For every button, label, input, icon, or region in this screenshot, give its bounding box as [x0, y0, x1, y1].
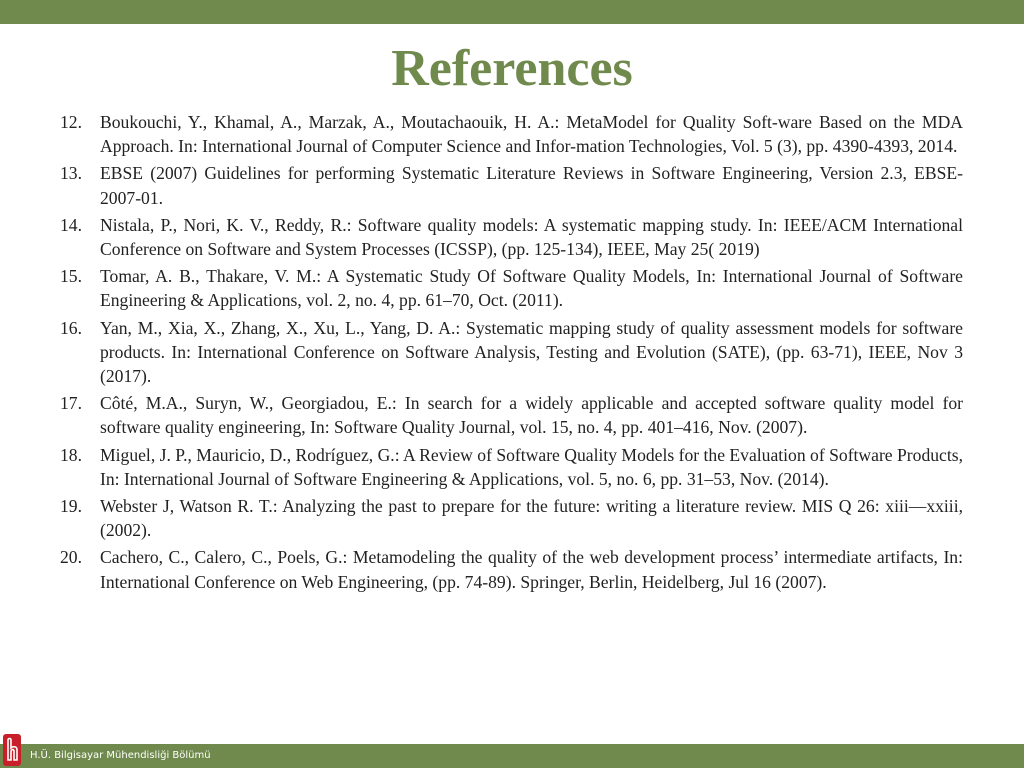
- reference-item: [56, 213, 963, 261]
- reference-text: Boukouchi, Y., Khamal, A., Marzak, A., Moutachaouik, H. A.: MetaModel for Quality Soft-ware Based on the MDA Approach. In: International Journal of Computer Science and Infor-mation Technologies, Vol. 5 (3), pp. 4390-4393, 2014.: [100, 112, 963, 157]
- reference-item: [56, 264, 963, 312]
- reference-number: 13.: [60, 163, 82, 184]
- reference-text: Nistala, P., Nori, K. V., Reddy, R.: Software quality models: A systematic mapping study. In: IEEE/ACM International Conference on Software and System Processes (ICSSP), (pp. 125-134), IEEE, May 25( 2019): [100, 214, 963, 260]
- reference-number: 16.: [60, 317, 82, 338]
- reference-text: Cachero, C., Calero, C., Poels, G.: Metamodeling the quality of the web development process’ intermediate artifacts, In: International Conference on Web Engineering, (pp. 74-89). Springer, Berlin, Heidelberg, Jul 16 (2007).: [100, 547, 963, 592]
- top-accent-bar: [0, 0, 1024, 24]
- reference-item: [56, 494, 963, 542]
- footer-department-text: H.Ü. Bilgisayar Mühendisliği Bölümü: [30, 750, 211, 761]
- reference-item: [56, 443, 963, 491]
- reference-number: 12.: [60, 112, 82, 132]
- reference-text: Webster J, Watson R. T.: Analyzing the past to prepare for the future: writing a literature review. MIS Q 26: xiii—xxiii, (2002).: [100, 496, 963, 541]
- reference-item: [56, 110, 963, 158]
- reference-item: [56, 545, 963, 593]
- reference-item: [56, 316, 963, 389]
- reference-item: [56, 391, 963, 439]
- slide-title: References: [391, 40, 633, 97]
- reference-text: Côté, M.A., Suryn, W., Georgiadou, E.: In search for a widely applicable and accepted software quality model for software quality engineering, In: Software Quality Journal, vol. 15, no. 4, pp. 401–416, Nov. (2007).: [100, 393, 963, 438]
- reference-number: 15.: [60, 266, 82, 287]
- hacettepe-logo-icon: [3, 734, 21, 766]
- reference-number: 20.: [60, 547, 82, 568]
- reference-item: [56, 161, 963, 209]
- reference-text: Miguel, J. P., Mauricio, D., Rodríguez, G.: A Review of Software Quality Models for the Evaluation of Software Products, In: International Journal of Software Engineering & Applications, vol. 5, no. 6, pp. 31–53, Nov. (2014).: [100, 444, 963, 489]
- reference-number: 17.: [60, 393, 82, 414]
- reference-list: [56, 110, 963, 597]
- reference-text: Yan, M., Xia, X., Zhang, X., Xu, L., Yang, D. A.: Systematic mapping study of quality assessment models for software products. In: International Conference on Software Analysis, Testing and Evolution (SATE), (pp. 63-71), IEEE, Nov 3 (2017).: [100, 317, 963, 387]
- reference-text: Tomar, A. B., Thakare, V. M.: A Systematic Study Of Software Quality Models, In: International Journal of Software Engineering & Applications, vol. 2, no. 4, pp. 61–70, Oct. (2011).: [100, 266, 963, 311]
- reference-number: 14.: [60, 214, 82, 235]
- reference-text: EBSE (2007) Guidelines for performing Systematic Literature Reviews in Software Engineering, Version 2.3, EBSE-2007-01.: [100, 163, 963, 208]
- reference-number: 19.: [60, 496, 82, 517]
- reference-number: 18.: [60, 444, 82, 465]
